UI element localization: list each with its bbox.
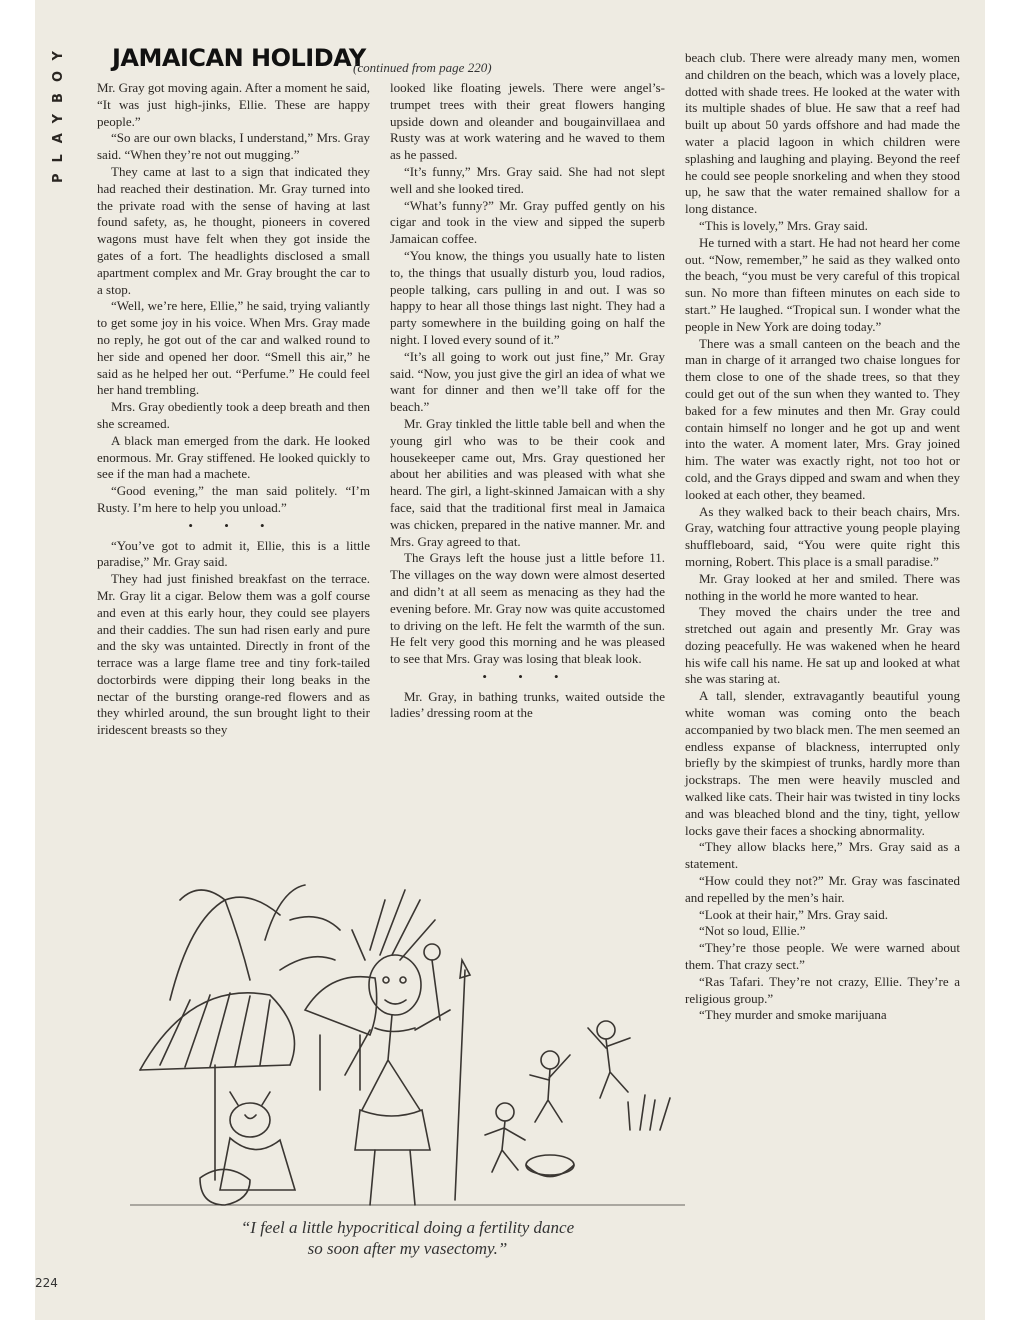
paragraph: “So are our own blacks, I understand,” Mrs. Gray said. “When they’re not out mugging.” xyxy=(97,130,370,163)
paragraph: “Not so loud, Ellie.” xyxy=(699,923,806,939)
paragraph: beach club. There were already many men, women and children on the beach, which was a lovely place, dotted with shade trees. He looked at the water with its multiple shades of blue. He saw that a reef had built up about 50 yards offshore and had made the water a placid lagoon in which children were splashing and laughing and playing. Beyond the reef he could see people snorkeling and when they stood up, he saw that the water remained shallow for a long distance. xyxy=(685,50,960,217)
paragraph: “You’ve got to admit it, Ellie, this is a little paradise,” Mr. Gray said. xyxy=(97,537,370,570)
paragraph: Mr. Gray tinkled the little table bell and when the young girl who was to be their cook and housekeeper came out, Mrs. Gray questioned her about her abilities and was pleased with what she heard. The girl, a light-skinned Jamaican with a shy face, said that the traditional first meal in Jamaica was chicken, prepared in the native manner. Mr. and Mrs. Gray agreed to that. xyxy=(390,415,665,549)
paragraph: “Ras Tafari. They’re not crazy, Ellie. They’re a religious group.” xyxy=(685,973,960,1006)
paragraph: Mrs. Gray obediently took a deep breath and then she screamed. xyxy=(97,399,370,431)
paragraph: “Look at their hair,” Mrs. Gray said. xyxy=(699,906,889,922)
page-number: 224 xyxy=(35,1276,58,1290)
paragraph: Mr. Gray got moving again. After a moment he said, “It was just high-jinks, Ellie. These are happy people.” xyxy=(97,80,370,129)
paragraph: Mr. Gray looked at her and smiled. There was nothing in the world he more wanted to hear. xyxy=(685,570,960,603)
paragraph: “This is lovely,” Mrs. Gray said. xyxy=(699,217,868,233)
paragraph: Mr. Gray, in bathing trunks, waited outside the ladies’ dressing room at the xyxy=(390,688,665,721)
caption-line: “I feel a little hypocritical doing a fertility dance xyxy=(240,1218,575,1237)
paragraph: A black man emerged from the dark. He looked enormous. Mr. Gray stiffened. He looked quickly to see if the man had a machete. xyxy=(97,432,370,482)
paragraph: “You know, the things you usually hate to listen to, the things that usually disturb you, loud radios, people talking, cars pulling in and out. I was so happy to hear all those things last night. They had a party somewhere in the building going on half the night. I loved every sound of it.” xyxy=(390,247,665,347)
caption-line: so soon after my vasectomy.” xyxy=(307,1239,508,1258)
paragraph: There was a small canteen on the beach and the man in charge of it arranged two chaise longues for them close to one of the shade trees, so that they could get out of the sun when they wanted to. They baked for a few minutes and then Mr. Gray could contain himself no longer and he got up and went into the water. A moment later, Mrs. Gray joined him. The water was exactly right, not too hot or cold, and the Grays dipped and swam and when they looked at each other, they beamed. xyxy=(685,335,960,502)
paragraph: They moved the chairs under the tree and stretched out again and presently Mr. Gray was dozing peacefully. He was wakened when he heard his wife call his name. He sat up and looked at what she was staring at. xyxy=(685,604,960,687)
paragraph: “They’re those people. We were warned about them. That crazy sect.” xyxy=(685,940,960,973)
text-column-1 xyxy=(97,80,370,739)
paragraph: “It’s all going to work out just fine,” Mr. Gray said. “Now, you just give the girl an idea of what we want for dinner and then we’ll take off for the beach.” xyxy=(390,348,665,415)
cartoon-caption xyxy=(130,1217,685,1259)
section-break: • • • xyxy=(188,517,279,533)
cartoon-illustration xyxy=(130,860,685,1220)
continued-note: (continued from page 220) xyxy=(353,60,492,75)
magazine-masthead: PLAYBOY xyxy=(51,40,66,183)
paragraph: looked like floating jewels. There were angel’s-trumpet trees with their great flowers hanging upside down and oleander and bougainvillaea and Rusty was at work watering and he waved to them as he passed. xyxy=(390,80,665,163)
paragraph: “How could they not?” Mr. Gray was fascinated and repelled by the men’s hair. xyxy=(685,873,960,905)
magazine-page xyxy=(35,0,985,1320)
article-title: JAMAICAN HOLIDAY xyxy=(112,44,366,72)
paragraph: “Well, we’re here, Ellie,” he said, trying valiantly to get some joy in his voice. When Mrs. Gray made no reply, he got out of the car and walked round to her side and opened her door. “Smell this air,” he said as he helped her out. “Perfume.” He could feel her hand trembling. xyxy=(97,298,370,398)
paragraph: “Good evening,” the man said politely. “I’m Rusty. I’m here to help you unload.” xyxy=(97,483,370,515)
paragraph: They came at last to a sign that indicated they had reached their destination. Mr. Gray turned into the private road with the sense of having at last found safety, as, he thought, pioneers in covered wagons must have felt when they got inside the gates of a fort. The headlights disclosed a small apartment complex and Mr. Gray brought the car to a stop. xyxy=(97,163,370,297)
paragraph: The Grays left the house just a little before 11. The villages on the way down were almost deserted and didn’t at all seem as menacing as they had the evening before. Mr. Gray now was quite accustomed to driving on the left. He felt the warmth of the sun. He felt very good this morning and he was pleased to see that Mrs. Gray was losing that bleak look. xyxy=(390,550,665,667)
paragraph: “It’s funny,” Mrs. Gray said. She had not slept well and she looked tired. xyxy=(390,163,665,196)
paragraph: They had just finished breakfast on the terrace. Mr. Gray lit a cigar. Below them was a golf course and even at this early hour, they could see players and their caddies. The sun had risen early and pure and the sky was untainted. Directly in front of the terrace was a large flame tree and tiny fork-tailed doctorbirds were dipping their long beaks in the nectar of the bursting orange-red flowers and as they whirled around, the sun brought light to their iridescent breasts so they xyxy=(97,571,370,738)
text-column-2 xyxy=(390,80,665,722)
paragraph: “They allow blacks here,” Mrs. Gray said as a statement. xyxy=(685,839,960,872)
text-column-3 xyxy=(685,50,960,1024)
paragraph: “What’s funny?” Mr. Gray puffed gently on his cigar and took in the view and sipped the superb Jamaican coffee. xyxy=(390,197,665,247)
paragraph: As they walked back to their beach chairs, Mrs. Gray, watching four attractive young people playing shuffleboard, said, “You were quite right this morning, Robert. This place is a small paradise.” xyxy=(685,503,960,569)
paragraph: A tall, slender, extravagantly beautiful young white woman was coming onto the beach accompanied by two black men. The men seemed an endless expanse of blackness, interrupted only briefly by the skimpiest of trunks, hardly more than jockstraps. The men were heavily muscled and walked like cats. Their hair was twisted in tiny locks and was bleached blond and the tiny, tight, yellow locks gave their faces a shocking abnormality. xyxy=(685,688,960,838)
paragraph: “They murder and smoke marijuana xyxy=(699,1007,887,1023)
section-break: • • • xyxy=(482,668,573,684)
paragraph: He turned with a start. He had not heard her come out. “Now, remember,” he said as they walked onto the beach, “you must be very careful of this tropical sun. No more than fifteen minutes on each side to start.” He laughed. “Tropical sun. I wonder what the people in New York are doing today.” xyxy=(685,234,960,334)
